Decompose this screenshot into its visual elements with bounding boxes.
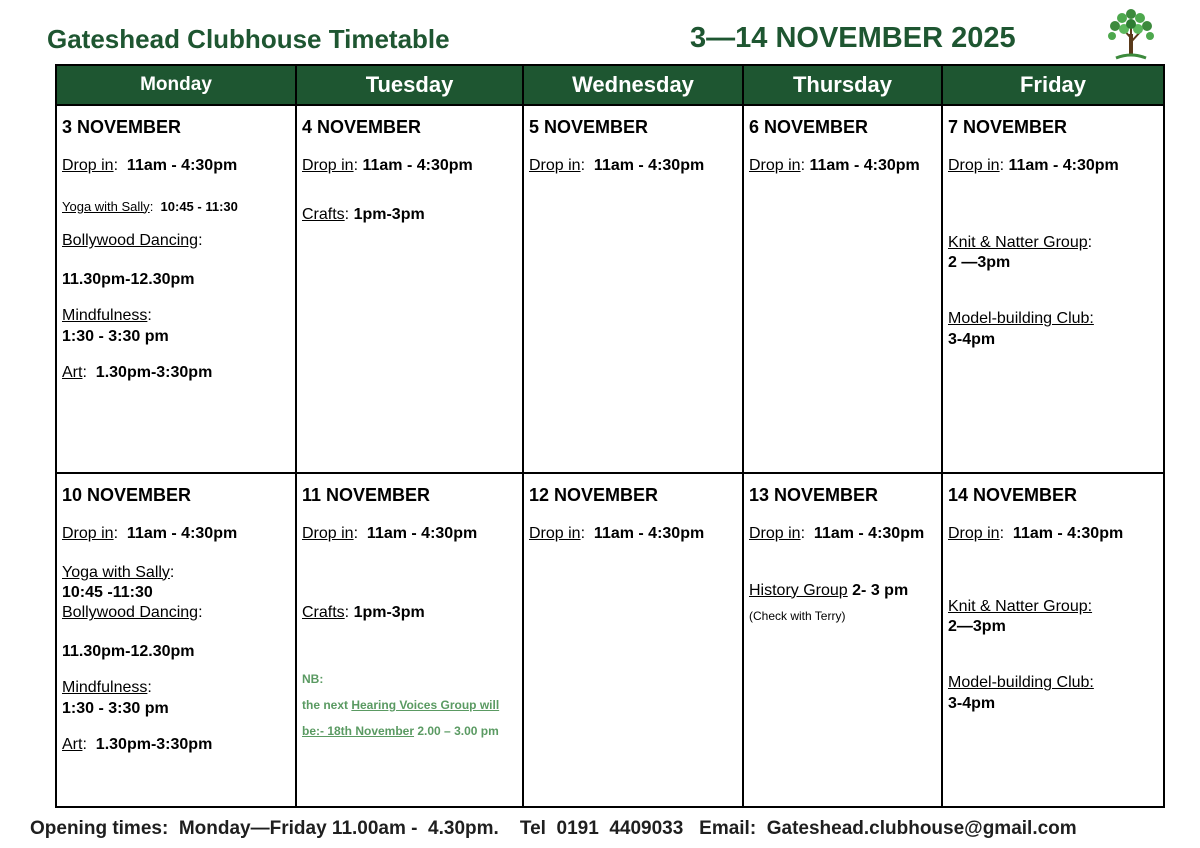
day-cell-12-november — [523, 473, 743, 807]
activity-label: Yoga with Sally — [62, 563, 170, 581]
activity-drop-in: Drop in: 11am - 4:30pm — [302, 525, 478, 543]
activity-label: Drop in — [62, 525, 114, 543]
activity-time: 11am - 4:30pm — [362, 157, 473, 175]
activity-drop-in: Drop in: 11am - 4:30pm — [948, 157, 1119, 175]
activity-label: History Group — [749, 581, 848, 599]
day-date: 13 NOVEMBER — [749, 485, 879, 505]
activity-time: 11.30pm-12.30pm — [62, 270, 195, 288]
activity-knit-natter: Knit & Natter Group: 2 —3pm — [948, 233, 1159, 274]
day-date: 4 NOVEMBER — [302, 117, 422, 137]
day-date: 7 NOVEMBER — [948, 117, 1068, 137]
tree-icon — [1100, 4, 1162, 62]
note-time: 2.00 – 3.00 pm — [414, 723, 499, 738]
day-date: 3 NOVEMBER — [62, 117, 182, 137]
day-cell-5-november — [523, 105, 743, 473]
activity-knit-natter — [948, 597, 1159, 638]
activity-art: Art: 1.30pm-3:30pm — [62, 364, 213, 381]
note-nb: NB: — [302, 671, 324, 686]
activity-time: 2—3pm — [948, 617, 1006, 635]
activity-drop-in: Drop in: 11am - 4:30pm — [749, 525, 925, 543]
activity-label: Mindfulness — [62, 307, 148, 325]
activity-time: 11am - 4:30pm — [813, 525, 925, 543]
activity-drop-in: Drop in: 11am - 4:30pm — [529, 157, 705, 175]
activity-drop-in: Drop in: 11am - 4:30pm — [62, 525, 238, 543]
activity-crafts: Crafts: 1pm-3pm — [302, 205, 425, 223]
activity-label: Drop in — [302, 525, 354, 543]
activity-label: Crafts — [302, 603, 345, 621]
activity-label: Model-building Club: — [948, 310, 1094, 328]
activity-time: 11am - 4:30pm — [126, 525, 238, 543]
activity-label: Drop in — [529, 525, 581, 543]
activity-drop-in: Drop in: 11am - 4:30pm — [529, 525, 705, 543]
activity-yoga: Yoga with Sally: 10:45 -11:30 — [62, 563, 291, 604]
activity-label: Drop in — [529, 157, 581, 175]
activity-time: 11am - 4:30pm — [1008, 157, 1119, 175]
day-date: 10 NOVEMBER — [62, 485, 192, 505]
activity-label: Knit & Natter Group — [948, 233, 1088, 251]
note-date: be:- 18th November — [302, 723, 415, 738]
activity-model-building — [948, 309, 1159, 350]
activity-time: 10:45 - 11:30 — [160, 198, 238, 214]
activity-label: Drop in — [749, 525, 801, 543]
note-line — [302, 719, 518, 745]
activity-mindfulness: Mindfulness: 1:30 - 3:30 pm — [62, 306, 291, 347]
activity-label: Drop in — [62, 157, 114, 175]
activity-time: 10:45 -11:30 — [62, 583, 153, 601]
activity-time: 2- 3 pm — [852, 581, 909, 599]
activity-label: Bollywood Dancing — [62, 232, 199, 250]
activity-label: Model-building Club: — [948, 674, 1094, 692]
activity-yoga: Yoga with Sally: 10:45 - 11:30 — [62, 198, 238, 214]
activity-drop-in: Drop in: 11am - 4:30pm — [62, 157, 238, 175]
activity-label: Drop in — [302, 157, 354, 175]
day-header-thursday: Thursday — [743, 65, 942, 105]
activity-time: 1.30pm-3:30pm — [95, 736, 213, 754]
activity-time: 11am - 4:30pm — [1012, 525, 1124, 543]
day-date: 12 NOVEMBER — [529, 485, 659, 505]
activity-time: 1pm-3pm — [353, 603, 425, 621]
activity-time: 11am - 4:30pm — [126, 157, 238, 175]
activity-time: 11am - 4:30pm — [809, 157, 920, 175]
day-header-friday: Friday — [942, 65, 1164, 105]
activity-label: Bollywood Dancing — [62, 604, 199, 622]
note-prefix: the next — [302, 697, 352, 712]
activity-label: Knit & Natter Group: — [948, 597, 1093, 615]
activity-time: 11.30pm-12.30pm — [62, 642, 195, 660]
day-cell-10-november — [56, 473, 296, 807]
day-cell-6-november — [743, 105, 942, 473]
activity-bollywood: Bollywood Dancing: 11.30pm-12.30pm — [62, 231, 291, 290]
activity-drop-in: Drop in: 11am - 4:30pm — [302, 157, 473, 175]
activity-time: 1:30 - 3:30 pm — [62, 699, 169, 717]
day-header-row — [56, 65, 1164, 105]
day-header-tuesday: Tuesday — [296, 65, 523, 105]
week-2-row — [56, 473, 1164, 807]
activity-label: Crafts — [302, 205, 345, 223]
activity-label: Art — [62, 736, 83, 754]
activity-time: 3-4pm — [948, 694, 996, 712]
hearing-voices-note — [302, 667, 518, 744]
timetable — [55, 64, 1165, 808]
activity-crafts: Crafts: 1pm-3pm — [302, 603, 425, 621]
activity-label: Drop in — [749, 157, 801, 175]
day-cell-3-november — [56, 105, 296, 473]
activity-drop-in: Drop in: 11am - 4:30pm — [948, 525, 1124, 543]
page-title: Gateshead Clubhouse Timetable — [47, 24, 450, 54]
note-group-name: Hearing Voices Group will — [351, 697, 500, 712]
day-header-monday: Monday — [56, 65, 296, 105]
activity-label: Drop in — [948, 525, 1000, 543]
activity-art: Art: 1.30pm-3:30pm — [62, 736, 213, 754]
activity-bollywood: Bollywood Dancing: 11.30pm-12.30pm — [62, 603, 291, 662]
day-date: 5 NOVEMBER — [529, 117, 649, 137]
activity-label: Art — [62, 364, 83, 381]
day-header-wednesday: Wednesday — [523, 65, 743, 105]
activity-drop-in: Drop in: 11am - 4:30pm — [749, 157, 920, 175]
activity-time: 11am - 4:30pm — [366, 525, 478, 543]
footer-contact-info: Opening times: Monday—Friday 11.00am - 4.30pm. Tel 0191 4409033 Email: Gateshead.clubhouse@gmail.com — [30, 818, 1077, 839]
day-date: 6 NOVEMBER — [749, 117, 869, 137]
day-date: 11 NOVEMBER — [302, 485, 431, 505]
date-range: 3—14 NOVEMBER 2025 — [690, 22, 1016, 54]
activity-time: 1.30pm-3:30pm — [95, 364, 213, 381]
note-line — [302, 693, 518, 719]
day-cell-4-november — [296, 105, 523, 473]
activity-mindfulness: Mindfulness: 1:30 - 3:30 pm — [62, 678, 291, 719]
activity-time: 11am - 4:30pm — [593, 157, 705, 175]
day-cell-7-november — [942, 105, 1164, 473]
activity-label: Drop in — [948, 157, 1000, 175]
day-date: 14 NOVEMBER — [948, 485, 1078, 505]
activity-time: 3-4pm — [948, 330, 996, 348]
activity-time: 1:30 - 3:30 pm — [62, 327, 169, 345]
activity-time: 11am - 4:30pm — [593, 525, 705, 543]
day-cell-11-november — [296, 473, 523, 807]
history-note: (Check with Terry) — [749, 608, 846, 623]
day-cell-14-november — [942, 473, 1164, 807]
activity-time: 2 —3pm — [948, 253, 1011, 271]
activity-history-group — [749, 581, 937, 601]
activity-time: 1pm-3pm — [353, 205, 425, 223]
activity-label: Mindfulness — [62, 679, 148, 697]
activity-model-building — [948, 673, 1159, 714]
week-1-row — [56, 105, 1164, 473]
day-cell-13-november — [743, 473, 942, 807]
activity-label: Yoga with Sally — [62, 198, 150, 214]
